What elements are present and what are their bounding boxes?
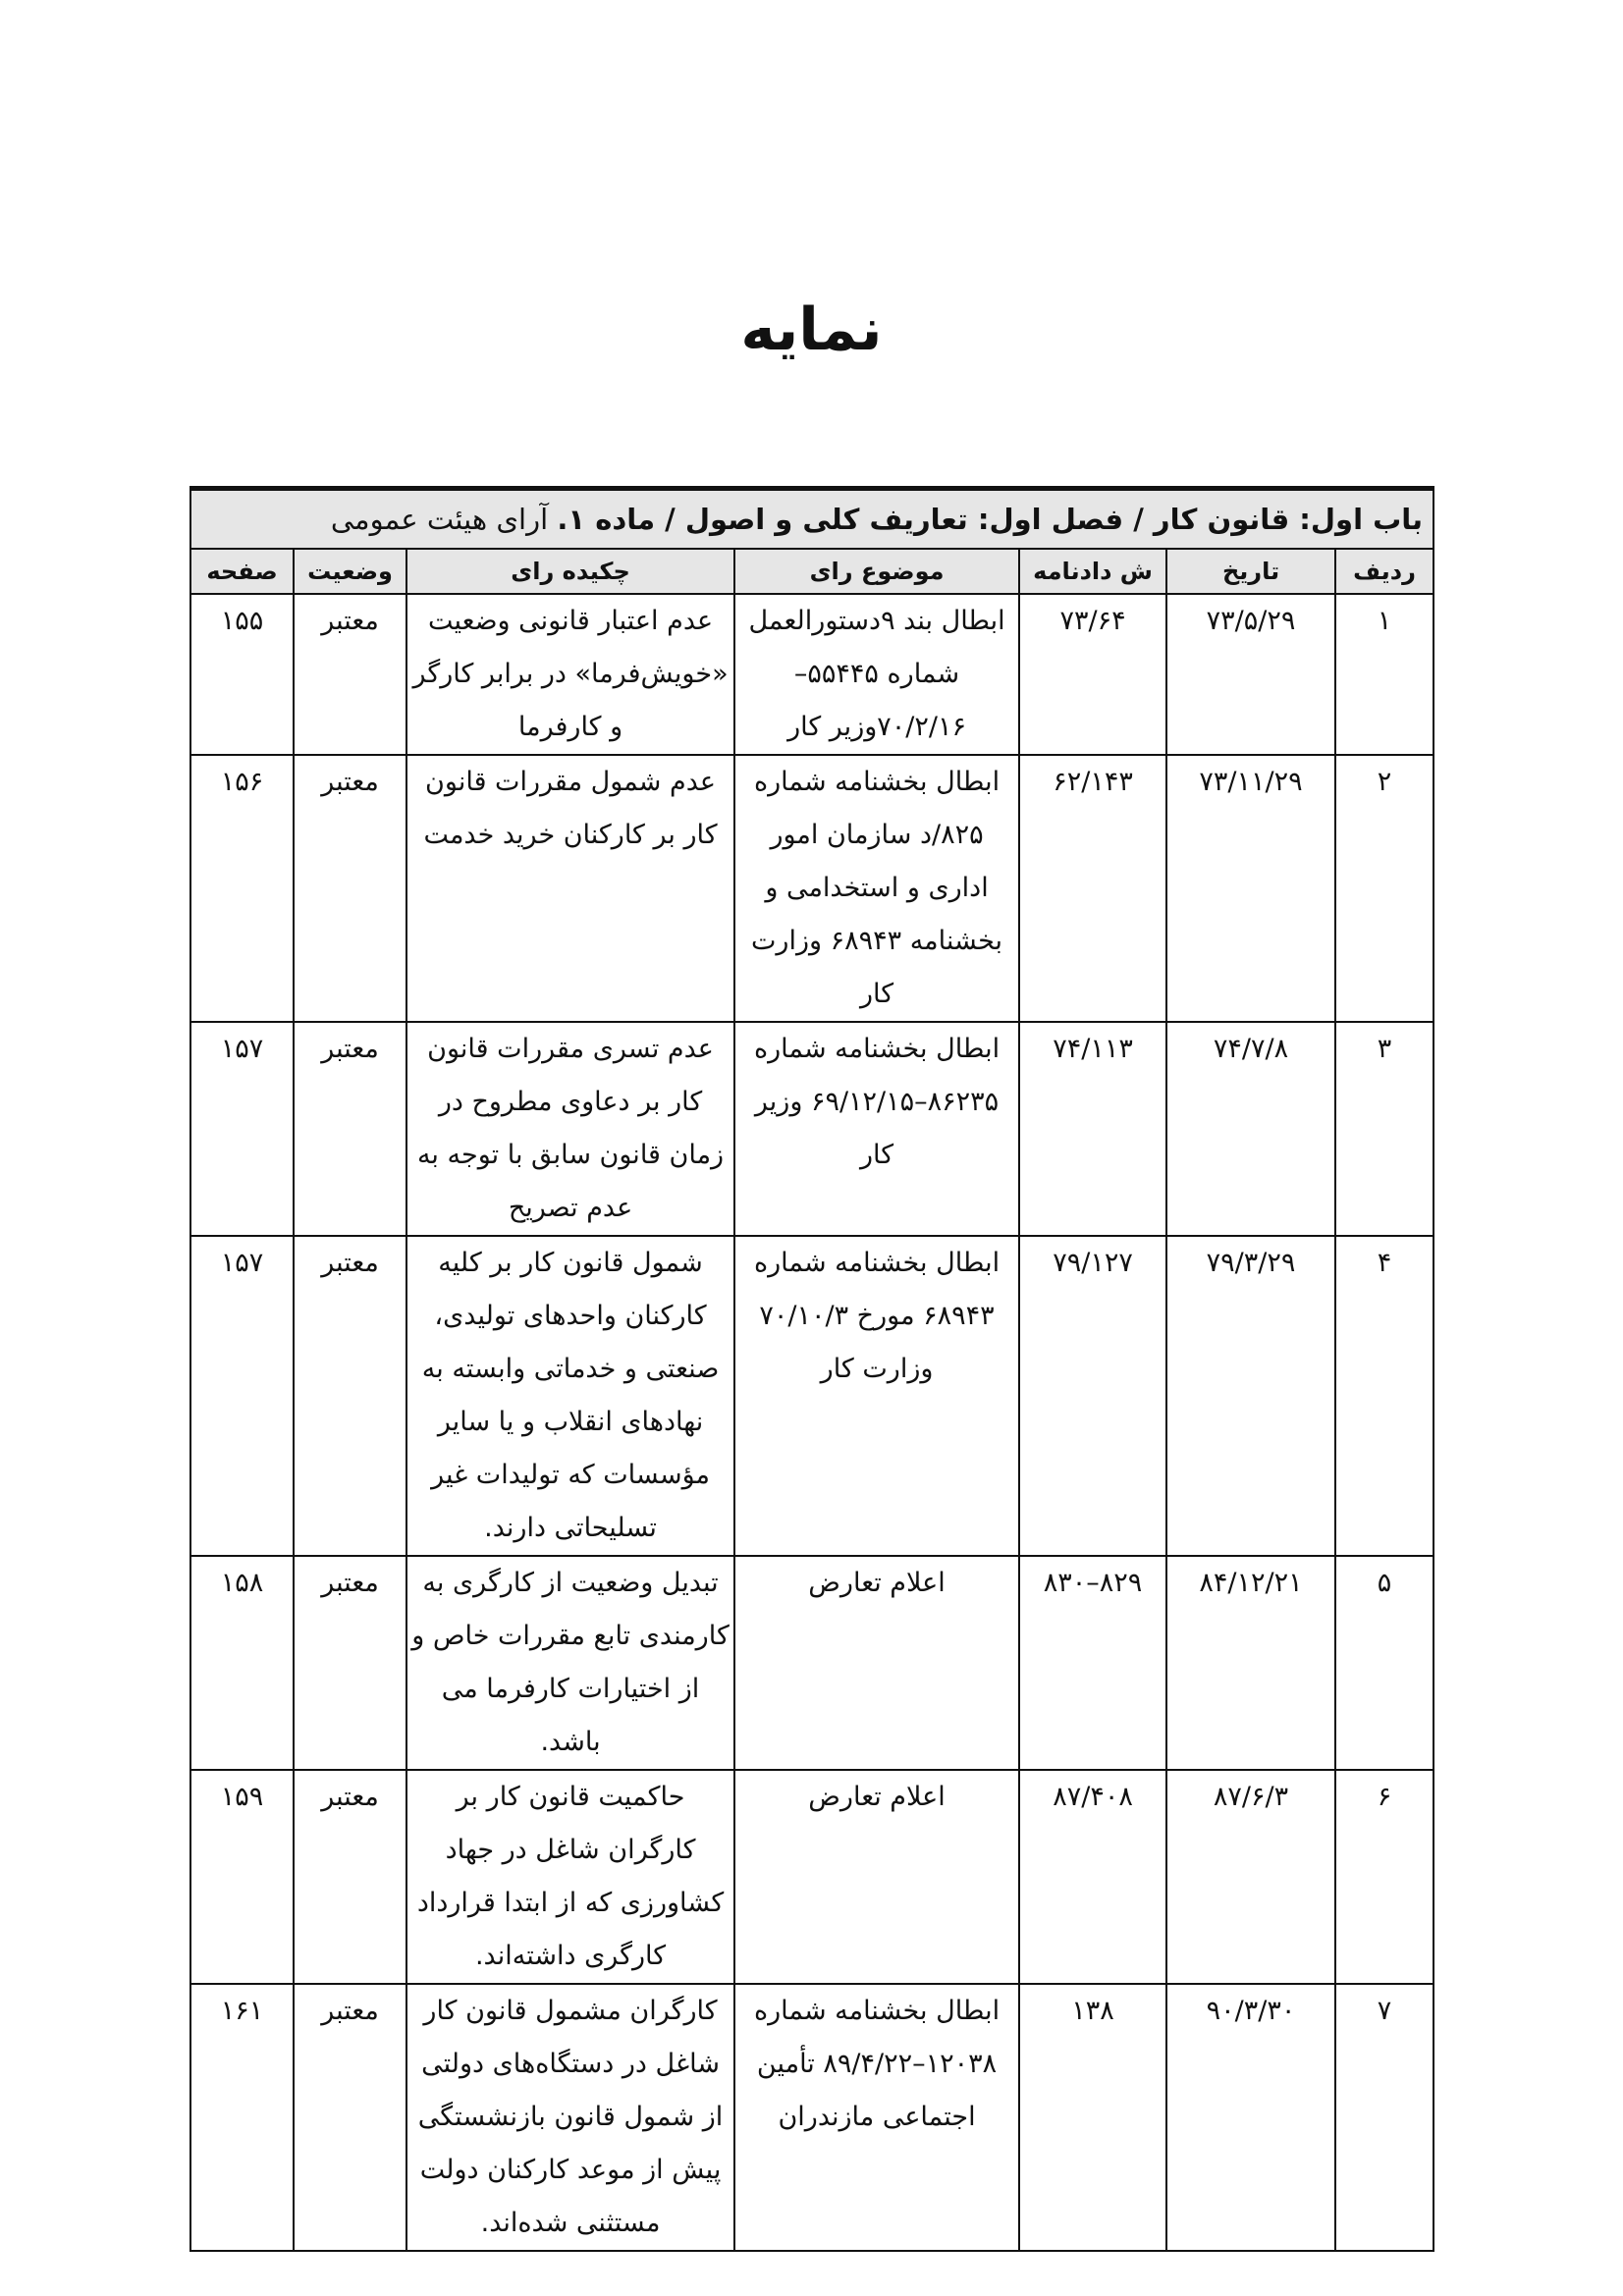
section-heading-row: [190, 489, 1434, 550]
cell-row-number: ۶: [1335, 1770, 1434, 1984]
header-date: تاریخ: [1166, 549, 1335, 594]
column-header-row: [190, 549, 1434, 594]
cell-date: ۷۳/۱۱/۲۹: [1166, 755, 1335, 1022]
header-status: وضعیت: [294, 549, 406, 594]
cell-subject: ابطال بند ۹دستورالعمل شماره ۵۵۴۴۵– ۷۰/۲/۱۶وزیر کار: [734, 594, 1019, 755]
cell-verdict-number: ۸۲۹–۸۳۰: [1019, 1556, 1166, 1770]
table-row: [190, 1236, 1434, 1556]
page-title: نمایه: [740, 295, 883, 364]
cell-status: معتبر: [294, 1556, 406, 1770]
cell-status: معتبر: [294, 755, 406, 1022]
cell-subject: اعلام تعارض: [734, 1556, 1019, 1770]
header-page: صفحه: [190, 549, 294, 594]
header-summary: چکیده رای: [406, 549, 734, 594]
index-table: [189, 486, 1434, 2252]
cell-verdict-number: ۷۳/۶۴: [1019, 594, 1166, 755]
section-heading-normal: آرای هیئت عمومی: [330, 502, 558, 536]
cell-verdict-number: ۸۷/۴۰۸: [1019, 1770, 1166, 1984]
table-row: [190, 755, 1434, 1022]
table-row: [190, 1022, 1434, 1236]
cell-status: معتبر: [294, 1770, 406, 1984]
cell-subject: ابطال بخشنامه شماره ۶۸۹۴۳ مورخ ۷۰/۱۰/۳ وزارت کار: [734, 1236, 1019, 1556]
cell-row-number: ۷: [1335, 1984, 1434, 2251]
cell-summary: تبدیل وضعیت از کارگری به کارمندی تابع مقررات خاص و از اختیارات کارفرما می باشد.: [406, 1556, 734, 1770]
cell-verdict-number: ۷۹/۱۲۷: [1019, 1236, 1166, 1556]
cell-summary: حاکمیت قانون کار بر کارگران شاغل در جهاد کشاورزی که از ابتدا قرارداد کارگری داشته‌اند.: [406, 1770, 734, 1984]
cell-date: ۸۴/۱۲/۲۱: [1166, 1556, 1335, 1770]
cell-status: معتبر: [294, 1022, 406, 1236]
cell-page: ۱۵۸: [190, 1556, 294, 1770]
cell-page: ۱۵۶: [190, 755, 294, 1022]
section-heading-bold: باب اول: قانون کار / فصل اول: تعاریف کلی و اصول / ماده ۱.: [557, 502, 1424, 536]
cell-summary: شمول قانون کار بر کلیه کارکنان واحدهای تولیدی، صنعتی و خدماتی وابسته به نهادهای انقلاب و یا سایر مؤسسات که تولیدات غیر تسلیحاتی دارند.: [406, 1236, 734, 1556]
header-verdict-number: ش دادنامه: [1019, 549, 1166, 594]
cell-subject: ابطال بخشنامه شماره ۸۲۵/د سازمان امور اداری و استخدامی و بخشنامه ۶۸۹۴۳ وزارت کار: [734, 755, 1019, 1022]
cell-row-number: ۲: [1335, 755, 1434, 1022]
table-row: [190, 1556, 1434, 1770]
cell-row-number: ۳: [1335, 1022, 1434, 1236]
cell-date: ۹۰/۳/۳۰: [1166, 1984, 1335, 2251]
cell-page: ۱۶۱: [190, 1984, 294, 2251]
cell-summary: کارگران مشمول قانون کار شاغل در دستگاه‌های دولتی از شمول قانون بازنشستگی پیش از موعد کارکنان دولت مستثنی شده‌اند.: [406, 1984, 734, 2251]
table-row: [190, 1984, 1434, 2251]
cell-summary: عدم شمول مقررات قانون کار بر کارکنان خرید خدمت: [406, 755, 734, 1022]
cell-date: ۷۹/۳/۲۹: [1166, 1236, 1335, 1556]
cell-status: معتبر: [294, 594, 406, 755]
cell-status: معتبر: [294, 1984, 406, 2251]
cell-verdict-number: ۱۳۸: [1019, 1984, 1166, 2251]
cell-page: ۱۵۷: [190, 1022, 294, 1236]
cell-verdict-number: ۶۲/۱۴۳: [1019, 755, 1166, 1022]
cell-date: ۸۷/۶/۳: [1166, 1770, 1335, 1984]
table-row: [190, 594, 1434, 755]
cell-page: ۱۵۵: [190, 594, 294, 755]
cell-row-number: ۵: [1335, 1556, 1434, 1770]
cell-page: ۱۵۷: [190, 1236, 294, 1556]
cell-verdict-number: ۷۴/۱۱۳: [1019, 1022, 1166, 1236]
cell-subject: اعلام تعارض: [734, 1770, 1019, 1984]
cell-status: معتبر: [294, 1236, 406, 1556]
cell-row-number: ۱: [1335, 594, 1434, 755]
cell-subject: ابطال بخشنامه شماره ۱۲۰۳۸–۸۹/۴/۲۲ تأمین اجتماعی مازندران: [734, 1984, 1019, 2251]
cell-summary: عدم تسری مقررات قانون کار بر دعاوی مطروح در زمان قانون سابق با توجه به عدم تصریح: [406, 1022, 734, 1236]
cell-page: ۱۵۹: [190, 1770, 294, 1984]
section-heading: [190, 489, 1434, 550]
cell-subject: ابطال بخشنامه شماره ۸۶۲۳۵–۶۹/۱۲/۱۵ وزیر کار: [734, 1022, 1019, 1236]
cell-summary: عدم اعتبار قانونی وضعیت «خویش‌فرما» در برابر کارگر و کارفرما: [406, 594, 734, 755]
header-row-number: ردیف: [1335, 549, 1434, 594]
cell-date: ۷۴/۷/۸: [1166, 1022, 1335, 1236]
cell-row-number: ۴: [1335, 1236, 1434, 1556]
cell-date: ۷۳/۵/۲۹: [1166, 594, 1335, 755]
table-row: [190, 1770, 1434, 1984]
header-subject: موضوع رای: [734, 549, 1019, 594]
